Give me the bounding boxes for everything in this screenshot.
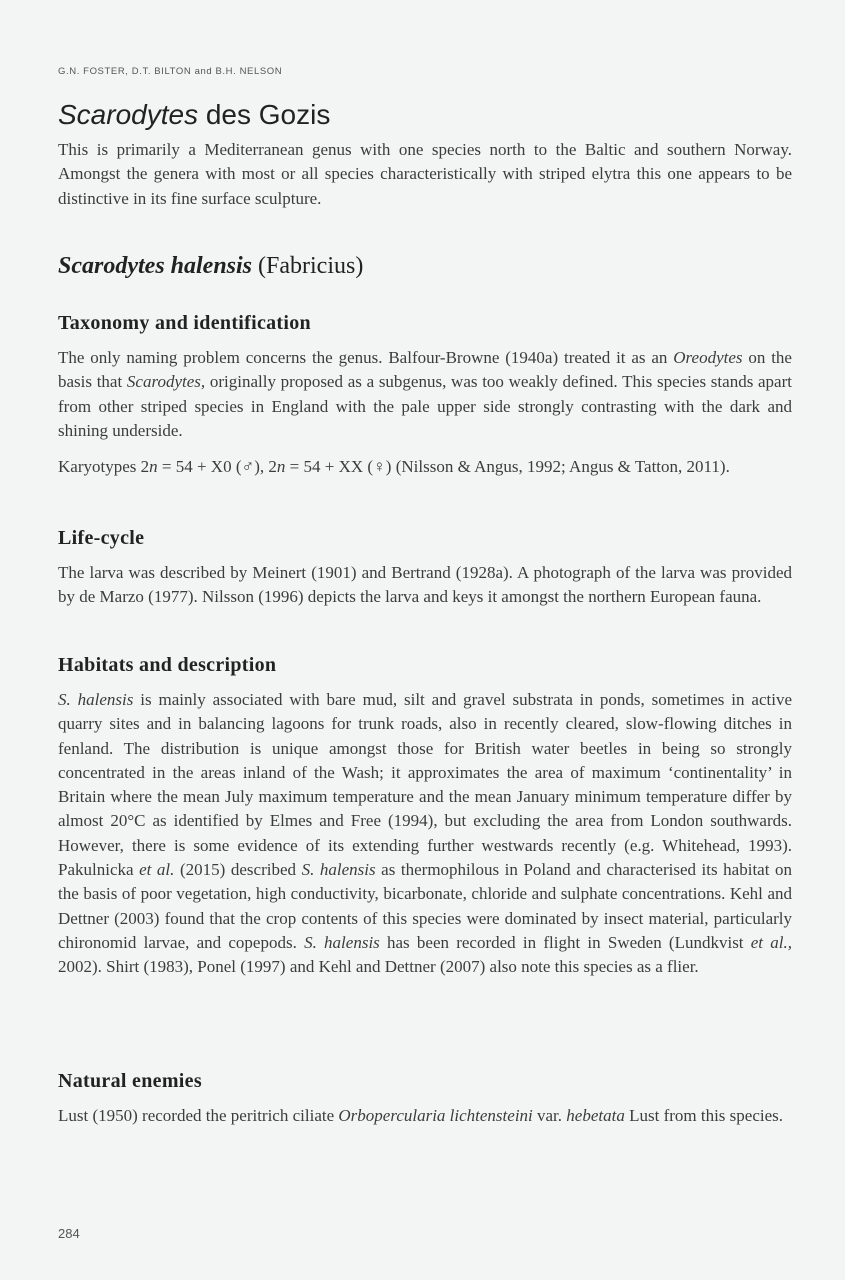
genus-title (58, 99, 330, 131)
enemies-section (58, 1104, 792, 1128)
genus-oreodytes: Oreodytes (673, 348, 743, 367)
genus-description: This is primarily a Mediterranean genus with one species north to the Baltic and southern Norway. Amongst the genera with most or all species characteristically with striped elytra this one appears to be distinctive in its fine surface sculpture. (58, 140, 792, 208)
taxonomy-section (58, 346, 792, 479)
lifecycle-paragraph: The larva was described by Meinert (1901) and Bertrand (1928a). A photograph of the larva was provided by de Marzo (1977). Nilsson (1996) depicts the larva and keys it amongst the northern European fauna. (58, 563, 792, 607)
lifecycle-section (58, 561, 792, 610)
enemies-heading: Natural enemies (58, 1070, 202, 1092)
enemies-paragraph: Lust (1950) recorded the peritrich ciliate Orbopercularia lichtensteini var. hebetata Lust from this species. (58, 1106, 784, 1125)
species-title (58, 253, 363, 280)
genus-name: Scarodytes (58, 99, 199, 130)
lifecycle-heading: Life-cycle (58, 527, 145, 549)
species-name: Scarodytes halensis (58, 253, 253, 279)
page-number: 284 (58, 1226, 80, 1241)
taxonomy-heading: Taxonomy and identification (58, 312, 311, 334)
habitats-paragraph: S. halensis is mainly associated with bare mud, silt and gravel substrata in ponds, sometimes in active quarry sites and in balancing lagoons for trunk roads, also in recently cleared, slow-flowing ditches in fenland. The distribution is unique amongst those for British water beetles in being so strongly concentrated in the areas inland of the Wash; it approximates the area of maximum ‘continentality’ in Britain where the mean July maximum temperature and the mean January minimum temperature differ by almost 20°C as identified by Elmes and Free (1994), but excluding the area from London southwards. However, there is some evidence of its extending further westwards recently (e.g. Whitehead, 1993). Pakulnicka et al. (2015) described S. halensis as thermophilous in Poland and characterised its habitat on the basis of poor vegetation, high conductivity, bicarbonate, chloride and sulphate concentrations. Kehl and Dettner (2003) found that the crop contents of this species were dominated by insect material, particularly chironomid larvae, and copepods. S. halensis has been recorded in flight in Sweden (Lundkvist et al., 2002). Shirt (1983), Ponel (1997) and Kehl and Dettner (2007) also note this species as a flier. (58, 690, 792, 977)
genus-scarodytes: Scarodytes, (126, 372, 206, 392)
species-author: (Fabricius) (252, 253, 364, 279)
habitats-section (58, 688, 792, 980)
taxonomy-paragraph-1: The only naming problem concerns the genus. Balfour-Browne (1940a) treated it as an Oreodytes on the basis that Scarodytes, originally proposed as a subgenus, was too weakly defined. This species stands apart from other striped species in England with the pale upper side strongly contrasting with the dark and shining underside. (58, 348, 792, 440)
taxonomy-paragraph-karyotypes: Karyotypes 2n = 54 + X0 (♂), 2n = 54 + XX (♀) (Nilsson & Angus, 1992; Angus & Tatton, 2011). (58, 457, 730, 477)
running-head: G.N. FOSTER, D.T. BILTON and B.H. NELSON (58, 66, 283, 77)
genus-author: des Gozis (198, 99, 331, 130)
habitats-heading: Habitats and description (58, 654, 277, 676)
